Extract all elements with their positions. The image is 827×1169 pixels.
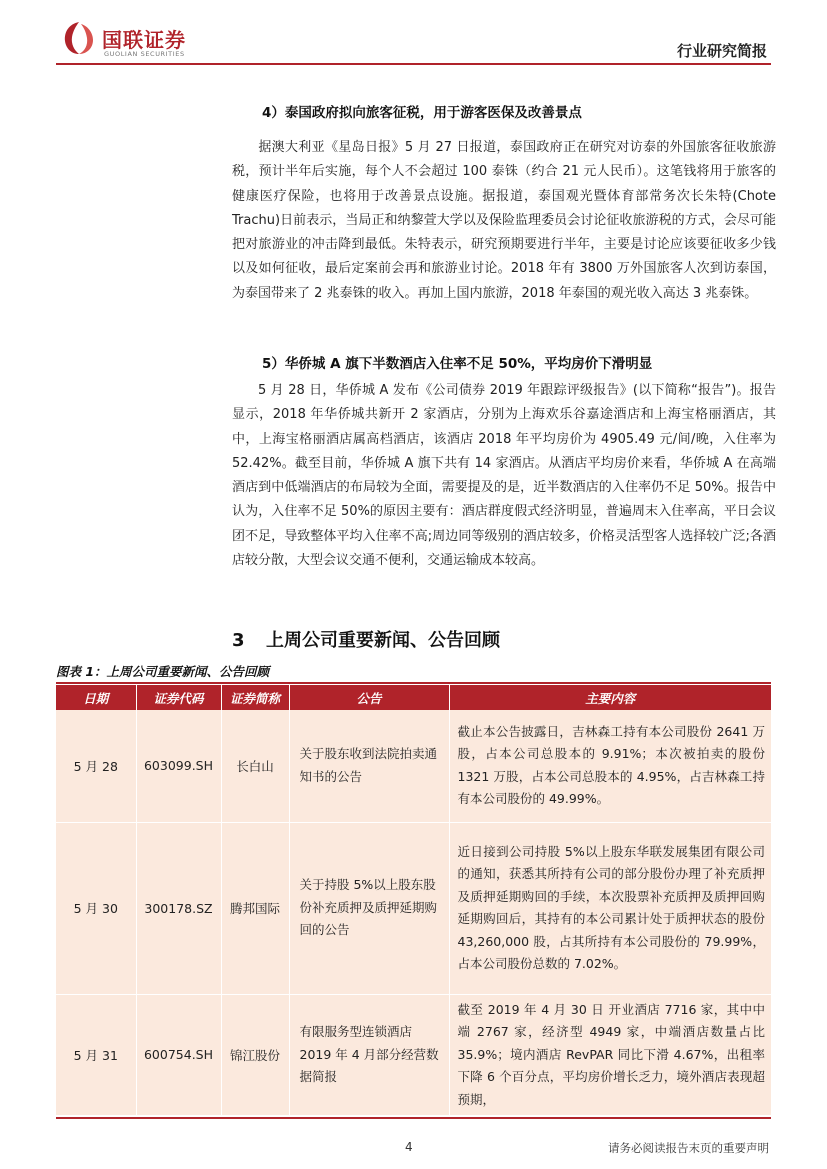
header-name: 证券简称 bbox=[221, 685, 289, 710]
row-name: 长白山 bbox=[221, 710, 289, 822]
row-date: 5 月 30 bbox=[56, 822, 136, 994]
page-number: 4 bbox=[405, 1140, 413, 1154]
table-row bbox=[56, 994, 771, 1116]
logo-english-text: GUOLIAN SECURITIES bbox=[104, 50, 185, 58]
row-content: 截止本公告披露日，吉林森工持有本公司股份 2641 万股，占本公司总股本的 9.91%；本次被拍卖的股份 1321 万股，占本公司总股本的 4.95%，占吉林森工持有本公司股份的 49.99%。 bbox=[449, 710, 771, 822]
header-date: 日期 bbox=[56, 685, 136, 710]
table-header-row bbox=[56, 685, 771, 710]
guolian-logo-icon bbox=[62, 20, 96, 56]
section-title-text: 上周公司重要新闻、公告回顾 bbox=[266, 630, 500, 651]
header-code: 证券代码 bbox=[136, 685, 221, 710]
footer-disclaimer: 请务必阅读报告末页的重要声明 bbox=[608, 1141, 769, 1155]
table-caption: 图表 1：上周公司重要新闻、公告回顾 bbox=[56, 664, 270, 679]
table-row bbox=[56, 822, 771, 994]
section-5-heading: 5）华侨城 A 旗下半数酒店入住率不足 50%，平均房价下滑明显 bbox=[262, 356, 653, 372]
row-name: 腾邦国际 bbox=[221, 822, 289, 994]
row-code: 603099.SH bbox=[136, 710, 221, 822]
document-type-title: 行业研究简报 bbox=[676, 42, 767, 60]
section-4-heading: 4）泰国政府拟向旅客征税，用于游客医保及改善景点 bbox=[262, 105, 582, 121]
caption-divider bbox=[56, 682, 771, 684]
row-code: 600754.SH bbox=[136, 994, 221, 1116]
header-content: 主要内容 bbox=[449, 685, 771, 710]
section-number: 3 bbox=[232, 630, 245, 651]
row-name: 锦江股份 bbox=[221, 994, 289, 1116]
page-header bbox=[0, 0, 827, 64]
table-row bbox=[56, 710, 771, 822]
row-content: 近日接到公司持股 5%以上股东华联发展集团有限公司的通知，获悉其所持有公司的部分股份办理了补充质押及质押延期购回的手续，本次股票补充质押及质押回购延期购回后，其持有的本公司累计处于质押状态的股份 43,260,000 股，占其所持有本公司股份的 79.99%，占本公司股份总数的 7.02%。 bbox=[449, 822, 771, 994]
section-5-paragraph bbox=[232, 379, 776, 573]
row-content: 截至 2019 年 4 月 30 日 开业酒店 7716 家，其中中端 2767 家，经济型 4949 家，中端酒店数量占比 35.9%；境内酒店 RevPAR 同比下滑 4.67%，出租率下降 6 个百分点，平均房价增长乏力，境外酒店表现超预期， bbox=[449, 994, 771, 1116]
row-date: 5 月 28 bbox=[56, 710, 136, 822]
footer-divider bbox=[56, 1117, 771, 1119]
row-announcement: 关于股东收到法院拍卖通知书的公告 bbox=[289, 710, 449, 822]
logo-chinese-text: 国联证券 bbox=[102, 28, 186, 52]
company-news-table bbox=[56, 685, 771, 1116]
section-5-text: 5 月 28 日，华侨城 A 发布《公司债券 2019 年跟踪评级报告》(以下简称“报告”)。报告显示，2018 年华侨城共新开 2 家酒店，分别为上海欢乐谷嘉途酒店和上海宝格丽酒店，其中，上海宝格丽酒店属高档酒店，该酒店 2018 年平均房价为 4905.49 元/间/晚，入住率为 52.42%。截至目前，华侨城 A 旗下共有 14 家酒店。从酒店平均房价来看，华侨城 A 在高端酒店到中低端酒店的布局较为全面，需要提及的是，近半数酒店的入住率仍不足 50%。报告中认为，入住率不足 50%的原因主要有：酒店群度假式经济明显，普遍周末入住率高，平日会议团不足，导致整体平均入住率不高;周边同等级别的酒店较多，价格灵活型客人选择较广泛;各酒店较分散，大型会议交通不便利，交通运输成本较高。 bbox=[232, 383, 776, 569]
row-code: 300178.SZ bbox=[136, 822, 221, 994]
section-3-title bbox=[232, 626, 500, 652]
row-announcement: 关于持股 5%以上股东股份补充质押及质押延期购回的公告 bbox=[289, 822, 449, 994]
header-divider bbox=[56, 63, 771, 65]
row-date: 5 月 31 bbox=[56, 994, 136, 1116]
company-logo bbox=[62, 20, 212, 60]
section-4-text: 据澳大利亚《星岛日报》5 月 27 日报道，泰国政府正在研究对访泰的外国旅客征收旅游税，预计半年后实施，每个人不会超过 100 泰铢（约合 21 元人民币）。这笔钱将用于旅客的健康医疗保险，也将用于改善景点设施。据报道，泰国观光暨体育部常务次长朱特(Chote Trachu)日前表示，当局正和纳黎萱大学以及保险监理委员会讨论征收旅游税的方式，会尽可能把对旅游业的冲击降到最低。朱特表示，研究预期要进行半年，主要是讨论应该要征收多少钱以及如何征收，最后定案前会再和旅游业讨论。2018 年有 3800 万外国旅客人次到访泰国，为泰国带来了 2 兆泰铢的收入。再加上国内旅游，2018 年泰国的观光收入高达 3 兆泰铢。 bbox=[232, 140, 776, 301]
header-announcement: 公告 bbox=[289, 685, 449, 710]
section-4-paragraph bbox=[232, 136, 776, 306]
row-announcement: 有限服务型连锁酒店 2019 年 4 月部分经营数据简报 bbox=[289, 994, 449, 1116]
